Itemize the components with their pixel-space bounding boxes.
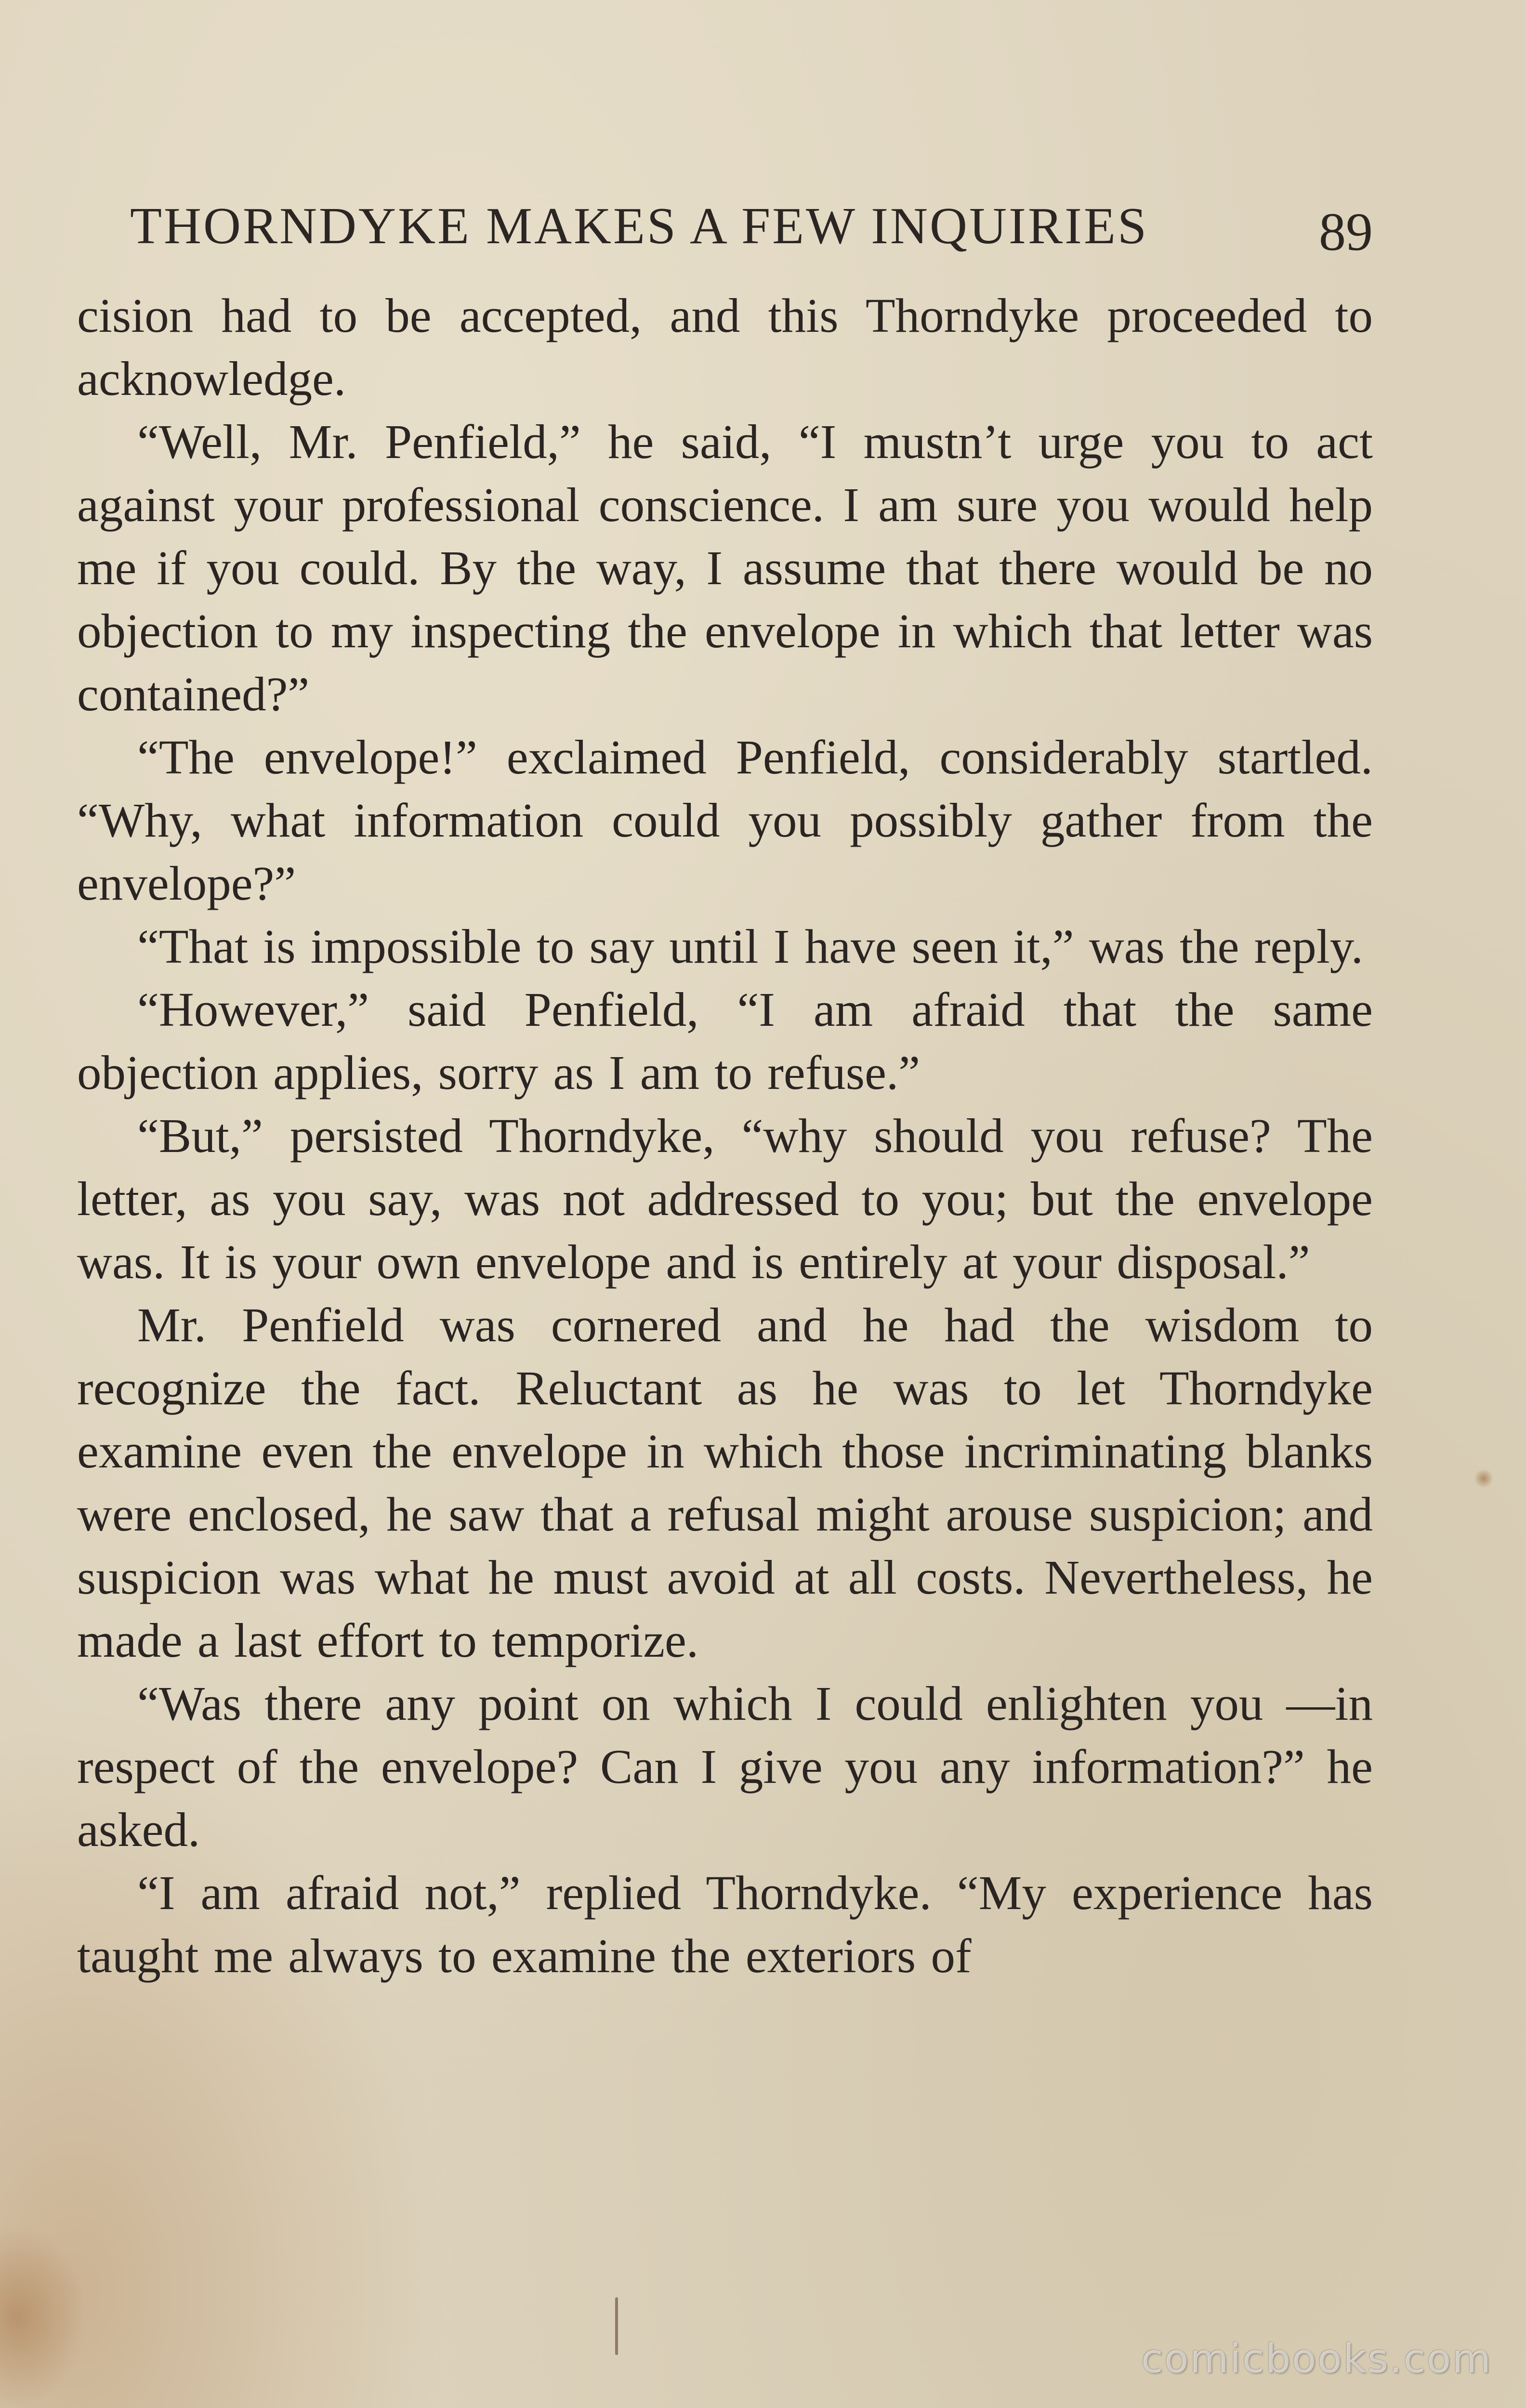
pencil-mark [615,2297,618,2355]
chapter-title: THORNDYKE MAKES A FEW INQUIRIES [130,197,1149,255]
paragraph: “Was there any point on which I could enlighten you —in respect of the envelope? Can I give you any information?” he asked. [77,1676,1373,1857]
paragraph: “I am afraid not,” replied Thorndyke. “My experience has taught me always to examine the exteriors of [77,1866,1373,1983]
paper-spot [1474,1469,1493,1488]
watermark: comicbooks.com [1141,2336,1492,2382]
body-text [77,284,1373,1988]
running-head [130,190,1378,262]
paragraph: “Well, Mr. Penfield,” he said, “I mustn’t urge you to act against your professional conscience. I am sure you would help me if you could. By the way, I assume that there would be no objection to my inspecting the envelope in which that letter was contained?” [77,415,1373,721]
page-number: 89 [1319,202,1373,262]
paragraph: Mr. Penfield was cornered and he had the wisdom to recognize the fact. Reluctant as he was to let Thorndyke examine even the envelope in which those incriminating blanks were enclosed, he saw that a refusal might arouse suspicion; and suspicion was what he must avoid at all costs. Nevertheless, he made a last effort to temporize. [77,1298,1373,1667]
paper-stain [0,2225,87,2408]
paragraph: “That is impossible to say until I have seen it,” was the reply. [137,919,1363,973]
paragraph: “However,” said Penfield, “I am afraid that the same objection applies, sorry as I am to refuse.” [77,982,1373,1099]
paragraph: “But,” persisted Thorndyke, “why should you refuse? The letter, as you say, was not addressed to you; but the envelope was. It is your own envelope and is entirely at your disposal.” [77,1109,1373,1289]
paragraph-continuation: cision had to be accepted, and this Thorndyke proceeded to acknowledge. [77,288,1373,406]
paragraph: “The envelope!” exclaimed Penfield, considerably startled. “Why, what information could you possibly gather from the envelope?” [77,730,1373,910]
